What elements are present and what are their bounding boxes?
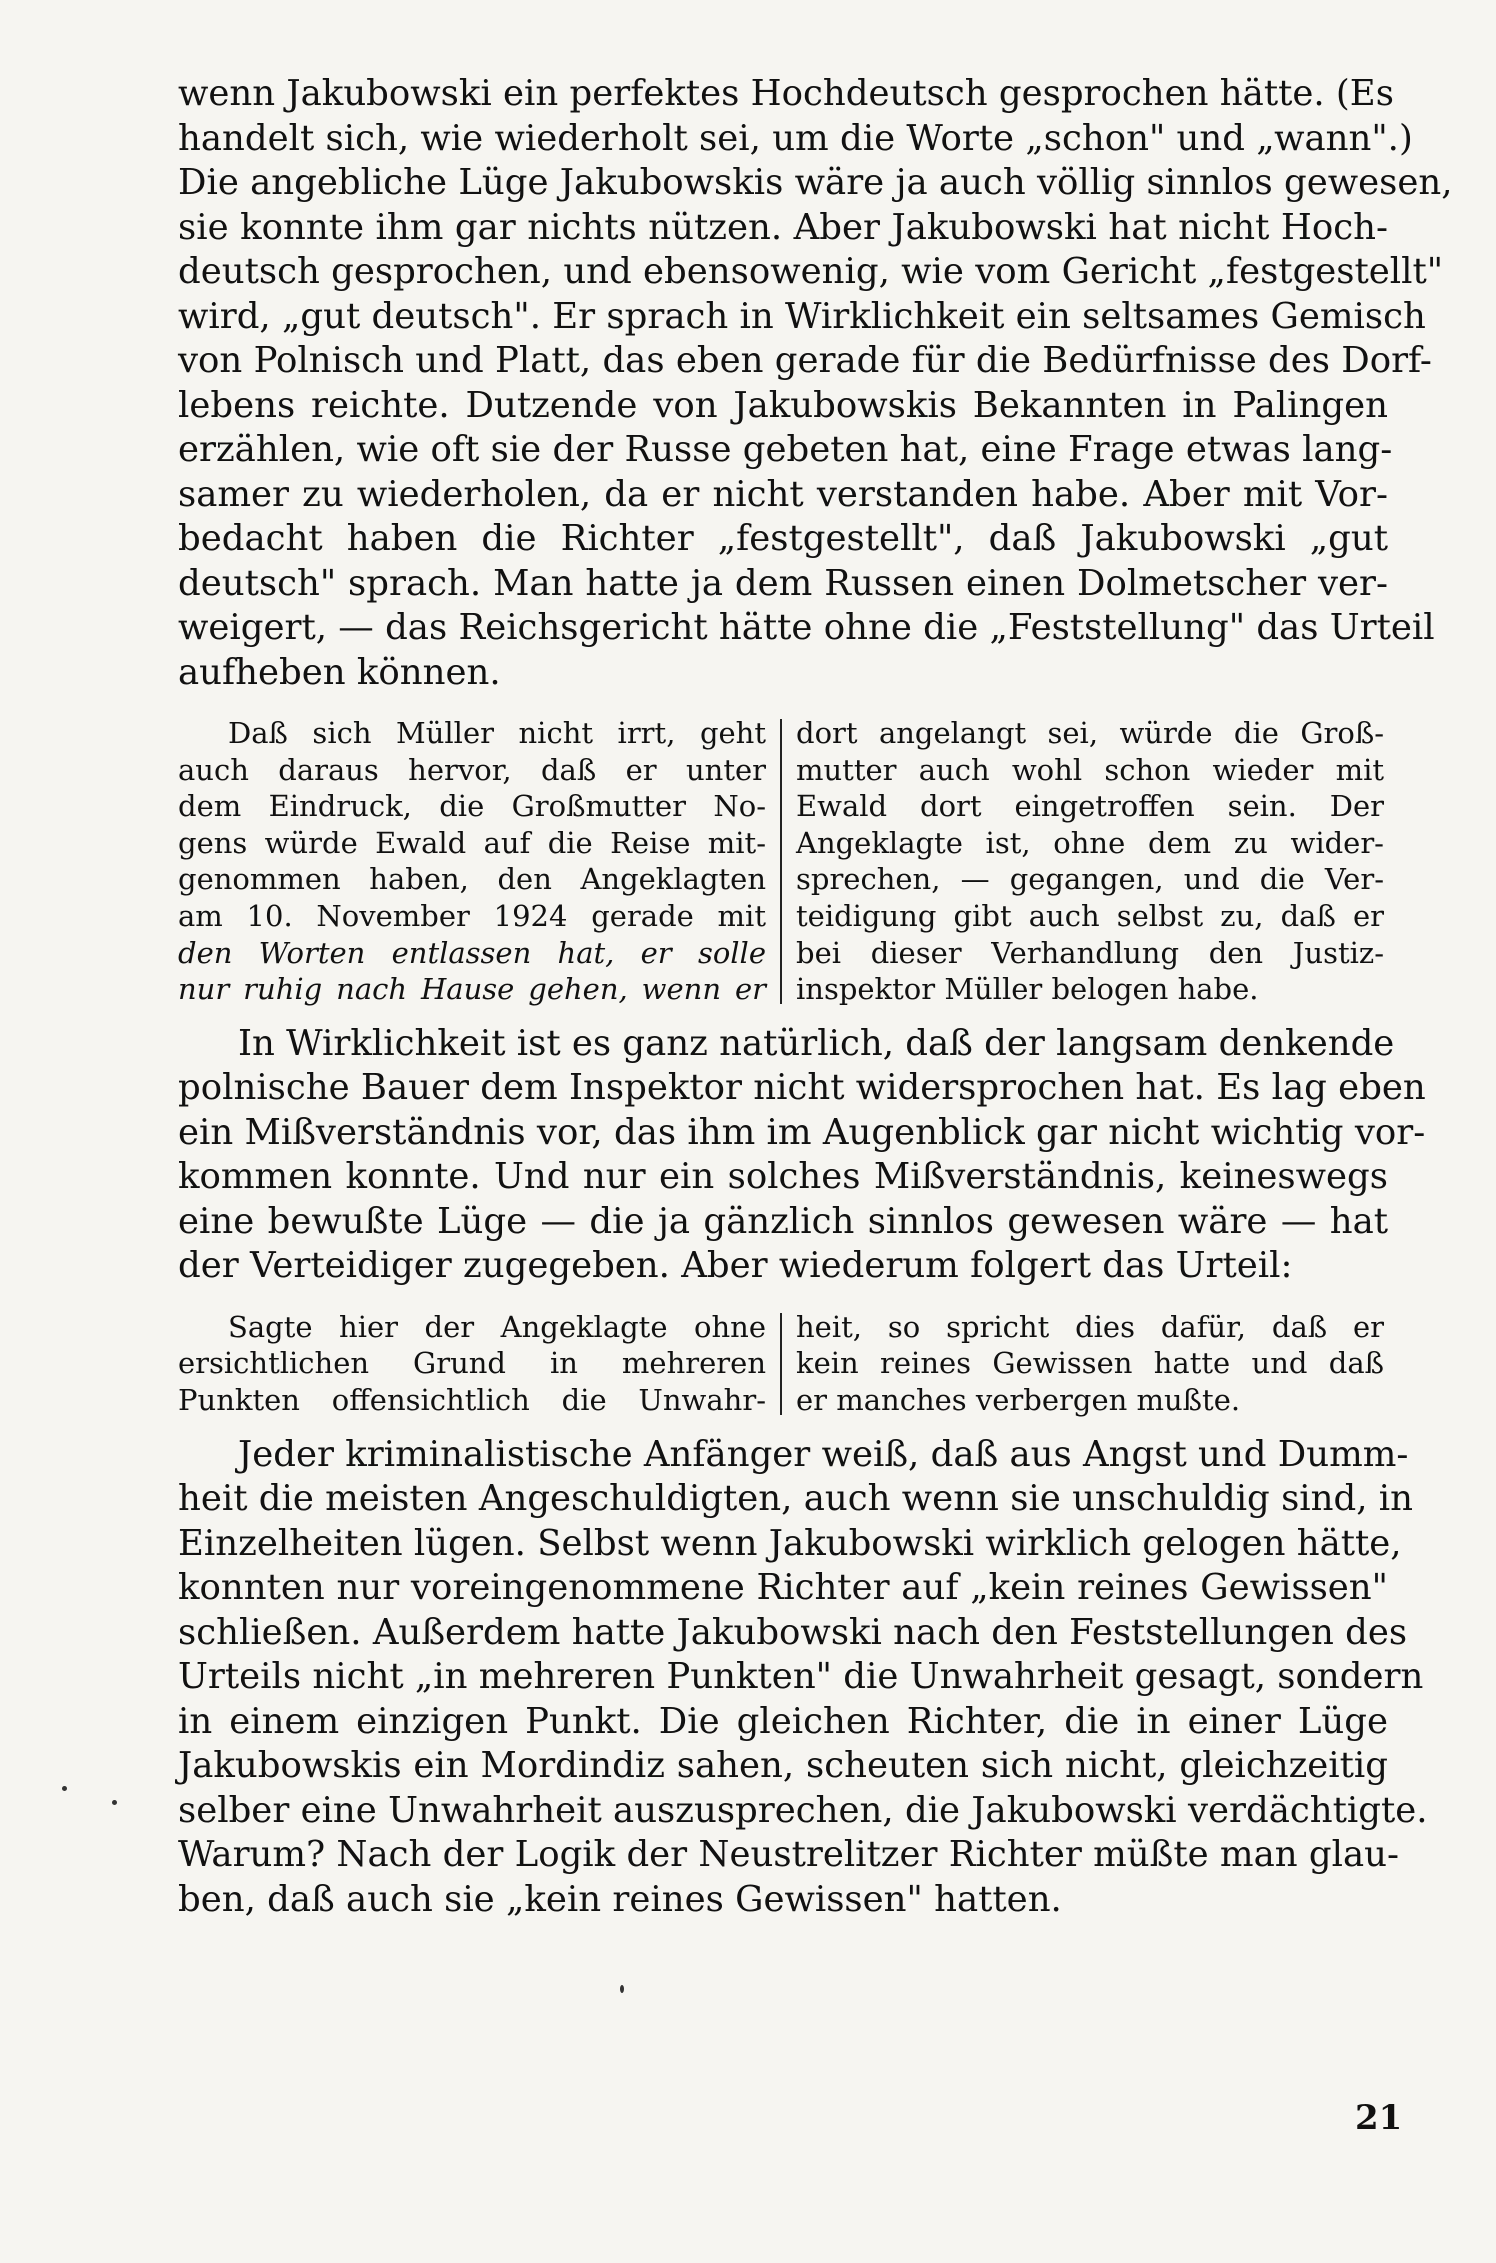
paragraph-2 — [178, 1022, 1426, 1289]
quote-line: am 10. November 1924 gerade mit — [178, 898, 766, 933]
text-line: ben, daß auch sie „kein reines Gewissen" hatten. — [178, 1878, 1062, 1920]
text-line: polnische Bauer dem Inspektor nicht widersprochen hat. Es lag eben — [178, 1067, 1426, 1109]
page-body — [178, 72, 1453, 1922]
quote-line: dem Eindruck, die Großmutter No- — [178, 789, 766, 824]
quote-line: inspektor Müller belogen habe. — [796, 972, 1259, 1007]
text-line: Jeder kriminalistische Anfänger weiß, daß aus Angst und Dumm- — [238, 1433, 1409, 1475]
paragraph-3 — [178, 1433, 1428, 1923]
text-line: weigert, — das Reichsgericht hätte ohne die „Feststellung" das Urteil — [178, 607, 1435, 648]
text-line: samer zu wiederholen, da er nicht verstanden habe. Aber mit Vor- — [178, 473, 1388, 515]
text-line: ein Mißverständnis vor, das ihm im Augenblick gar nicht wichtig vor- — [178, 1111, 1426, 1153]
text-line: sie konnte ihm gar nichts nützen. Aber Jakubowski hat nicht Hoch- — [178, 206, 1388, 248]
page-number: 21 — [1355, 2098, 1403, 2138]
quote-line: mutter auch wohl schon wieder mit — [796, 752, 1384, 787]
text-line: Warum? Nach der Logik der Neustrelitzer Richter müßte man glau- — [178, 1834, 1400, 1876]
text-line: schließen. Außerdem hatte Jakubowski nach den Feststellungen des — [178, 1611, 1408, 1653]
text-line: deutsch gesprochen, und ebensowenig, wie vom Gericht „festgestellt" — [178, 251, 1444, 292]
quote-line: teidigung gibt auch selbst zu, daß er — [796, 898, 1384, 933]
text-line: Urteils nicht „in mehreren Punkten" die Unwahrheit gesagt, sondern — [178, 1656, 1424, 1698]
text-line: der Verteidiger zugegeben. Aber wiederum folgert das Urteil: — [178, 1245, 1293, 1287]
text-line: in einem einzigen Punkt. Die gleichen Richter, die in einer Lüge — [178, 1700, 1388, 1742]
quote-line: sprechen, — gegangen, und die Ver- — [796, 862, 1384, 897]
quote-line: ersichtlichen Grund in mehreren — [178, 1346, 766, 1381]
quote-column-right — [782, 1309, 1384, 1419]
quote-line: Daß sich Müller nicht irrt, geht — [228, 716, 766, 750]
text-line: bedacht haben die Richter „festgestellt", daß Jakubowski „gut — [178, 518, 1388, 559]
quote-line: heit, so spricht dies dafür, daß er — [796, 1309, 1384, 1344]
text-line: deutsch" sprach. Man hatte ja dem Russen einen Dolmetscher ver- — [178, 562, 1388, 604]
text-line: Jakubowskis ein Mordindiz sahen, scheuten sich nicht, gleichzeitig — [178, 1745, 1388, 1787]
text-line: kommen konnte. Und nur ein solches Mißverständnis, keineswegs — [178, 1156, 1388, 1198]
text-line: In Wirklichkeit ist es ganz natürlich, daß der langsam denkende — [238, 1022, 1395, 1064]
text-line: von Polnisch und Platt, das eben gerade für die Bedürfnisse des Dorf- — [178, 340, 1432, 381]
quote-column-left — [178, 1309, 780, 1419]
print-speck — [112, 1800, 117, 1805]
quote-line: auch daraus hervor, daß er unter — [178, 752, 766, 787]
quote-line: Punkten offensichtlich die Unwahr- — [178, 1382, 766, 1417]
text-line: Die angebliche Lüge Jakubowskis wäre ja auch völlig sinnlos gewesen, — [178, 162, 1453, 203]
text-line: Einzelheiten lügen. Selbst wenn Jakubowski wirklich gelogen hätte, — [178, 1522, 1402, 1564]
quote-line: er manches verbergen mußte. — [796, 1382, 1241, 1417]
quote-line: dort angelangt sei, würde die Groß- — [796, 716, 1384, 750]
quote-line: Angeklagte ist, ohne dem zu wider- — [796, 825, 1384, 860]
print-speck — [62, 1786, 67, 1791]
text-line: erzählen, wie oft sie der Russe gebeten hat, eine Frage etwas lang- — [178, 429, 1393, 470]
text-line: konnten nur voreingenommene Richter auf „kein reines Gewissen" — [178, 1567, 1388, 1609]
quote-line: bei dieser Verhandlung den Justiz- — [796, 935, 1384, 970]
paragraph-1 — [178, 72, 1453, 695]
text-line: eine bewußte Lüge — die ja gänzlich sinnlos gewesen wäre — hat — [178, 1200, 1388, 1242]
print-speck — [620, 1985, 624, 1993]
text-line: lebens reichte. Dutzende von Jakubowskis Bekannten in Palingen — [178, 384, 1388, 426]
quote-line: gens würde Ewald auf die Reise mit- — [178, 825, 766, 860]
quote-line: Ewald dort eingetroffen sein. Der — [796, 789, 1384, 824]
text-line: handelt sich, wie wiederholt sei, um die Worte „schon" und „wann".) — [178, 117, 1413, 159]
text-line: wenn Jakubowski ein perfektes Hochdeutsch gesprochen hätte. (Es — [178, 73, 1394, 114]
court-quote-1 — [178, 715, 1388, 1008]
quote-line: kein reines Gewissen hatte und daß — [796, 1346, 1384, 1381]
text-line: wird, „gut deutsch". Er sprach in Wirklichkeit ein seltsames Gemisch — [178, 295, 1426, 337]
text-line: selber eine Unwahrheit auszusprechen, die Jakubowski verdächtigte. — [178, 1789, 1428, 1831]
quote-line: Sagte hier der Angeklagte ohne — [228, 1309, 766, 1344]
quote-column-left — [178, 715, 780, 1008]
quote-line: nur ruhig nach Hause gehen, wenn er — [178, 972, 766, 1007]
text-line: heit die meisten Angeschuldigten, auch wenn sie unschuldig sind, in — [178, 1478, 1414, 1520]
court-quote-2 — [178, 1309, 1388, 1419]
quote-column-right — [782, 715, 1384, 1008]
quote-line: genommen haben, den Angeklagten — [178, 862, 766, 897]
text-line: aufheben können. — [178, 651, 501, 693]
quote-line: den Worten entlassen hat, er solle — [178, 935, 766, 970]
